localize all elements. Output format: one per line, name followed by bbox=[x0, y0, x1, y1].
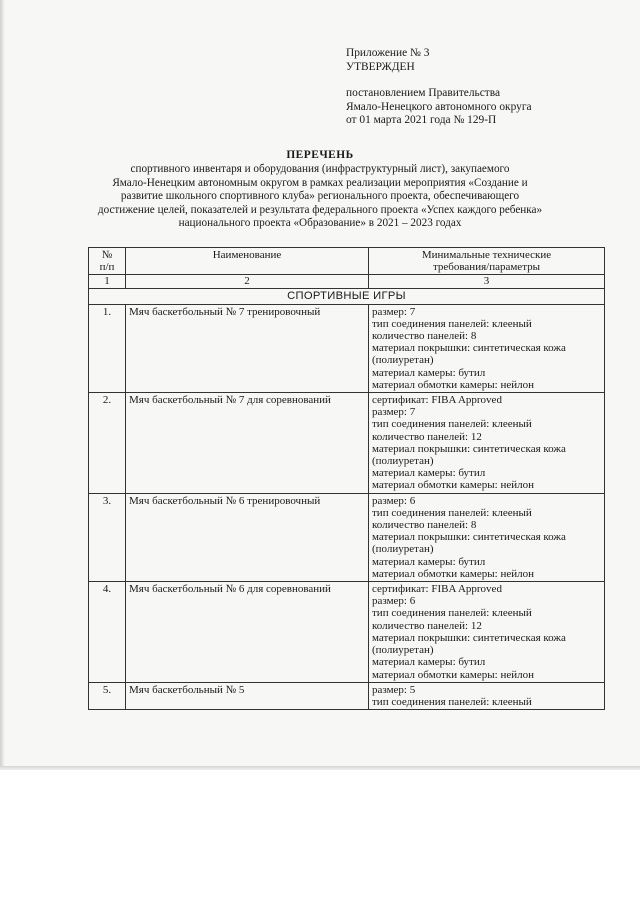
section-row bbox=[89, 289, 605, 304]
requirement-line: сертификат: FIBA Approved bbox=[372, 583, 502, 596]
document-subtitle bbox=[60, 163, 580, 231]
row-number: 2. bbox=[89, 393, 126, 494]
item-name: Мяч баскетбольный № 6 для соревнований bbox=[126, 582, 369, 683]
header-num-abbr: п/п bbox=[99, 261, 115, 274]
row-number: 4. bbox=[89, 582, 126, 683]
requirement-line: материал камеры: бутил bbox=[372, 467, 486, 480]
requirement-line: материал обмотки камеры: нейлон bbox=[372, 479, 535, 492]
requirement-line: количество панелей: 12 bbox=[372, 619, 482, 632]
approval-block bbox=[346, 47, 586, 128]
requirement-line: количество панелей: 12 bbox=[372, 430, 482, 443]
item-requirements bbox=[369, 582, 605, 683]
requirement-line: материал камеры: бутил bbox=[372, 656, 486, 669]
requirement-line: материал покрышки: синтетическая кожа bbox=[372, 631, 566, 644]
requirement-line: размер: 5 bbox=[372, 683, 416, 696]
approval-line-1: постановлением Правительства bbox=[346, 87, 501, 99]
requirement-line: материал покрышки: синтетическая кожа bbox=[372, 442, 566, 455]
table-row bbox=[89, 582, 605, 683]
table-row bbox=[89, 304, 605, 392]
requirement-line: материал обмотки камеры: нейлон bbox=[372, 378, 535, 391]
requirement-line: количество панелей: 8 bbox=[372, 519, 477, 532]
table-row bbox=[89, 393, 605, 494]
requirement-line: тип соединения панелей: клееный bbox=[372, 506, 532, 519]
requirement-line: (полиуретан) bbox=[372, 543, 434, 556]
header-req-line-2: требования/параметры bbox=[432, 261, 541, 274]
approval-line-2: Ямало-Ненецкого автономного округа bbox=[346, 100, 532, 113]
requirement-line: материал обмотки камеры: нейлон bbox=[372, 668, 535, 681]
row-number: 3. bbox=[89, 493, 126, 581]
requirement-line: тип соединения панелей: клееный bbox=[372, 695, 532, 708]
requirement-line: размер: 7 bbox=[372, 305, 416, 318]
subtitle-line: развитие школьного спортивного клуба» регионального проекта, обеспечивающего bbox=[120, 190, 520, 203]
page-shadow bbox=[0, 0, 5, 766]
header-name: Наименование bbox=[126, 248, 369, 275]
requirement-line: тип соединения панелей: клееный bbox=[372, 317, 532, 330]
subtitle-line: спортивного инвентаря и оборудования (инфраструктурный лист), закупаемого bbox=[130, 163, 510, 175]
table-row bbox=[89, 682, 605, 709]
header-num bbox=[89, 248, 126, 275]
item-name: Мяч баскетбольный № 5 bbox=[126, 682, 369, 709]
table-row bbox=[89, 493, 605, 581]
column-index: 1 bbox=[89, 275, 126, 289]
row-number: 5. bbox=[89, 682, 126, 709]
item-requirements bbox=[369, 304, 605, 392]
column-index: 2 bbox=[126, 275, 369, 289]
table-header-row bbox=[89, 248, 605, 275]
item-requirements bbox=[369, 493, 605, 581]
requirement-line: тип соединения панелей: клееный bbox=[372, 418, 532, 431]
subtitle-line: Ямало-Ненецким автономным округом в рамках реализации мероприятия «Создание и bbox=[112, 176, 528, 189]
header-requirements bbox=[369, 248, 605, 275]
requirement-line: (полиуретан) bbox=[372, 354, 434, 367]
requirement-line: материал покрышки: синтетическая кожа bbox=[372, 342, 566, 355]
header-req-line-1: Минимальные технические bbox=[421, 249, 552, 261]
section-title: СПОРТИВНЫЕ ИГРЫ bbox=[89, 289, 605, 304]
header-num-symbol: № bbox=[101, 249, 113, 261]
item-name: Мяч баскетбольный № 7 для соревнований bbox=[126, 393, 369, 494]
column-index: 3 bbox=[369, 275, 605, 289]
item-name: Мяч баскетбольный № 6 тренировочный bbox=[126, 493, 369, 581]
subtitle-line: достижение целей, показателей и результата федерального проекта «Успех каждого ребенка» bbox=[97, 203, 543, 216]
approved-label: УТВЕРЖДЕН bbox=[346, 60, 415, 73]
requirement-line: тип соединения панелей: клееный bbox=[372, 607, 532, 620]
requirement-line: материал обмотки камеры: нейлон bbox=[372, 567, 535, 580]
requirement-line: (полиуретан) bbox=[372, 644, 434, 657]
subtitle-line: национального проекта «Образование» в 2021 – 2023 годах bbox=[178, 217, 462, 230]
row-number: 1. bbox=[89, 304, 126, 392]
requirement-line: размер: 6 bbox=[372, 494, 416, 507]
page-edge bbox=[0, 766, 640, 770]
appendix-label: Приложение № 3 bbox=[346, 47, 430, 59]
approval-line-3: от 01 марта 2021 года № 129-П bbox=[346, 114, 497, 126]
column-index-row bbox=[89, 275, 605, 289]
requirement-line: (полиуретан) bbox=[372, 455, 434, 468]
item-requirements bbox=[369, 682, 605, 709]
item-name: Мяч баскетбольный № 7 тренировочный bbox=[126, 304, 369, 392]
requirement-line: материал камеры: бутил bbox=[372, 555, 486, 568]
requirement-line: размер: 7 bbox=[372, 406, 416, 419]
document-title: ПЕРЕЧЕНЬ bbox=[286, 149, 354, 161]
requirement-line: материал покрышки: синтетическая кожа bbox=[372, 531, 566, 544]
requirement-line: размер: 6 bbox=[372, 595, 416, 608]
item-requirements bbox=[369, 393, 605, 494]
requirement-line: количество панелей: 8 bbox=[372, 330, 477, 343]
requirement-line: материал камеры: бутил bbox=[372, 366, 486, 379]
equipment-table bbox=[88, 247, 605, 710]
requirement-line: сертификат: FIBA Approved bbox=[372, 394, 502, 407]
